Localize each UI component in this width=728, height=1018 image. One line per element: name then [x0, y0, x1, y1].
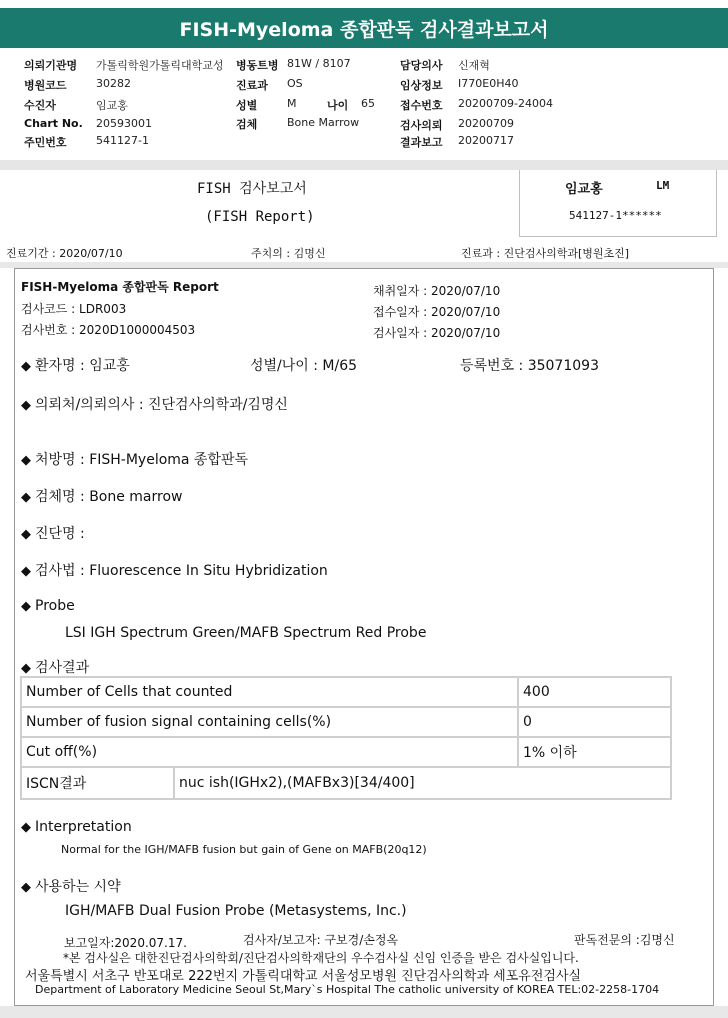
referral-row: ◆ 의뢰처/의뢰의사 : 진단검사의학과/김명신 — [21, 397, 288, 413]
chart-no-label: Chart No. — [24, 117, 83, 130]
result-value: 0 — [518, 707, 671, 737]
iscn-label: ISCN결과 — [22, 768, 175, 798]
result-name: Number of Cells that counted — [21, 677, 518, 707]
request-date-label: 검사의뢰 — [400, 119, 443, 132]
patient-code: LM — [656, 179, 670, 192]
result-label-row: ◆ 검사결과 — [21, 660, 90, 676]
examinee-label: 수진자 — [24, 99, 56, 112]
report-title-en: (FISH Report) — [205, 209, 315, 225]
footer-report-date: 보고일자:2020.07.17. — [64, 936, 187, 950]
reagent-value: IGH/MAFB Dual Fusion Probe (Metasystems, Inc.) — [65, 903, 407, 919]
footer-cert-note: *본 검사실은 대한진단검사의학회/진단검사의학재단의 우수검사실 신임 인증을 받은 검사실입니다. — [63, 951, 579, 965]
department: OS — [287, 77, 303, 90]
age: 65 — [361, 97, 375, 110]
bottom-band — [0, 1006, 728, 1018]
table-row — [21, 677, 671, 707]
hospital-code-label: 병원코드 — [24, 79, 67, 92]
patient-name-row: ◆ 환자명 : 임교홍 — [21, 358, 130, 374]
clinical-info-label: 임상정보 — [400, 79, 443, 92]
report-heading: FISH-Myeloma 종합판독 Report — [21, 280, 219, 294]
report-title-ko: FISH 검사보고서 — [197, 181, 307, 197]
iscn-cell — [21, 767, 671, 799]
visit-department: 진료과 : 진단검사의학과[병원초진] — [461, 247, 630, 260]
ward: 81W / 8107 — [287, 57, 351, 70]
prescription-row: ◆ 처방명 : FISH-Myeloma 종합판독 — [21, 452, 249, 468]
request-date: 20200709 — [458, 117, 514, 130]
patient-id: 541127-1****** — [569, 209, 662, 222]
test-no: 검사번호 : 2020D1000004503 — [21, 323, 196, 337]
physician-label: 담당의사 — [400, 59, 443, 72]
table-row — [21, 737, 671, 767]
method-row: ◆ 검사법 : Fluorescence In Situ Hybridization — [21, 563, 328, 579]
patient-name: 임교홍 — [565, 182, 603, 197]
resident-no-label: 주민번호 — [24, 136, 67, 149]
age-label: 나이 — [327, 99, 349, 112]
report-date-label: 결과보고 — [400, 136, 443, 149]
report-banner — [0, 8, 728, 48]
department-label: 진료과 — [236, 79, 268, 92]
receive-date: 접수일자 : 2020/07/10 — [373, 305, 501, 319]
patient-box — [519, 170, 717, 237]
result-name: Number of fusion signal containing cells(%) — [21, 707, 518, 737]
sex-age: 성별/나이 : M/65 — [250, 358, 358, 374]
collect-date: 채취일자 : 2020/07/10 — [373, 284, 501, 298]
specimen-label: 검체 — [236, 118, 258, 131]
examinee: 임교홍 — [96, 99, 128, 112]
registration-no: 등록번호 : 35071093 — [460, 358, 599, 374]
footer-address-en: Department of Laboratory Medicine Seoul St,Mary`s Hospital The catholic university of KOREA TEL:02-2258-1704 — [35, 983, 660, 996]
iscn-value: nuc ish(IGHx2),(MAFBx3)[34/400] — [179, 775, 415, 791]
footer-tester: 검사자/보고자: 구보경/손정옥 — [243, 933, 399, 947]
result-value: 400 — [518, 677, 671, 707]
resident-no: 541127-1 — [96, 134, 149, 147]
divider-band — [0, 160, 728, 170]
table-row — [21, 707, 671, 737]
banner-title: FISH-Myeloma 종합판독 검사결과보고서 — [179, 18, 549, 41]
hospital-code: 30282 — [96, 77, 131, 90]
reagent-label-row: ◆ 사용하는 시약 — [21, 879, 121, 895]
specimen-row: ◆ 검체명 : Bone marrow — [21, 489, 183, 505]
receipt-no-label: 접수번호 — [400, 99, 443, 112]
sex-label: 성별 — [236, 99, 258, 112]
diagnosis-row: ◆ 진단명 : — [21, 526, 85, 542]
clinical-info: I770E0H40 — [458, 77, 519, 90]
sex: M — [287, 97, 297, 110]
result-name: Cut off(%) — [21, 737, 518, 767]
receipt-no: 20200709-24004 — [458, 97, 553, 110]
exam-date: 검사일자 : 2020/07/10 — [373, 326, 501, 340]
physician: 신재혁 — [458, 59, 490, 72]
footer-address-ko: 서울특별시 서초구 반포대로 222번지 가톨릭대학교 서울성모병원 진단검사의학과 세포유전검사실 — [25, 969, 582, 984]
requesting-institution: 가톨릭학원가톨릭대학교성 — [96, 59, 224, 72]
chart-no: 20593001 — [96, 117, 152, 130]
results-table — [20, 676, 672, 800]
report-date: 20200717 — [458, 134, 514, 147]
ward-label: 병동트병 — [236, 59, 279, 72]
attending-physician: 주치의 : 김명신 — [251, 247, 326, 260]
probe-value: LSI IGH Spectrum Green/MAFB Spectrum Red Probe — [65, 625, 427, 641]
visit-date: 진료기간 : 2020/07/10 — [6, 247, 123, 260]
result-value: 1% 이하 — [518, 737, 671, 767]
specimen: Bone Marrow — [287, 116, 360, 129]
test-code: 검사코드 : LDR003 — [21, 302, 127, 316]
interpretation-value: Normal for the IGH/MAFB fusion but gain of Gene on MAFB(20q12) — [61, 843, 427, 856]
table-row — [21, 767, 671, 799]
interpretation-label-row: ◆ Interpretation — [21, 819, 132, 835]
probe-label-row: ◆ Probe — [21, 598, 75, 614]
requesting-institution-label: 의뢰기관명 — [24, 59, 78, 72]
footer-specialist: 판독전문의 :김명신 — [574, 933, 675, 947]
